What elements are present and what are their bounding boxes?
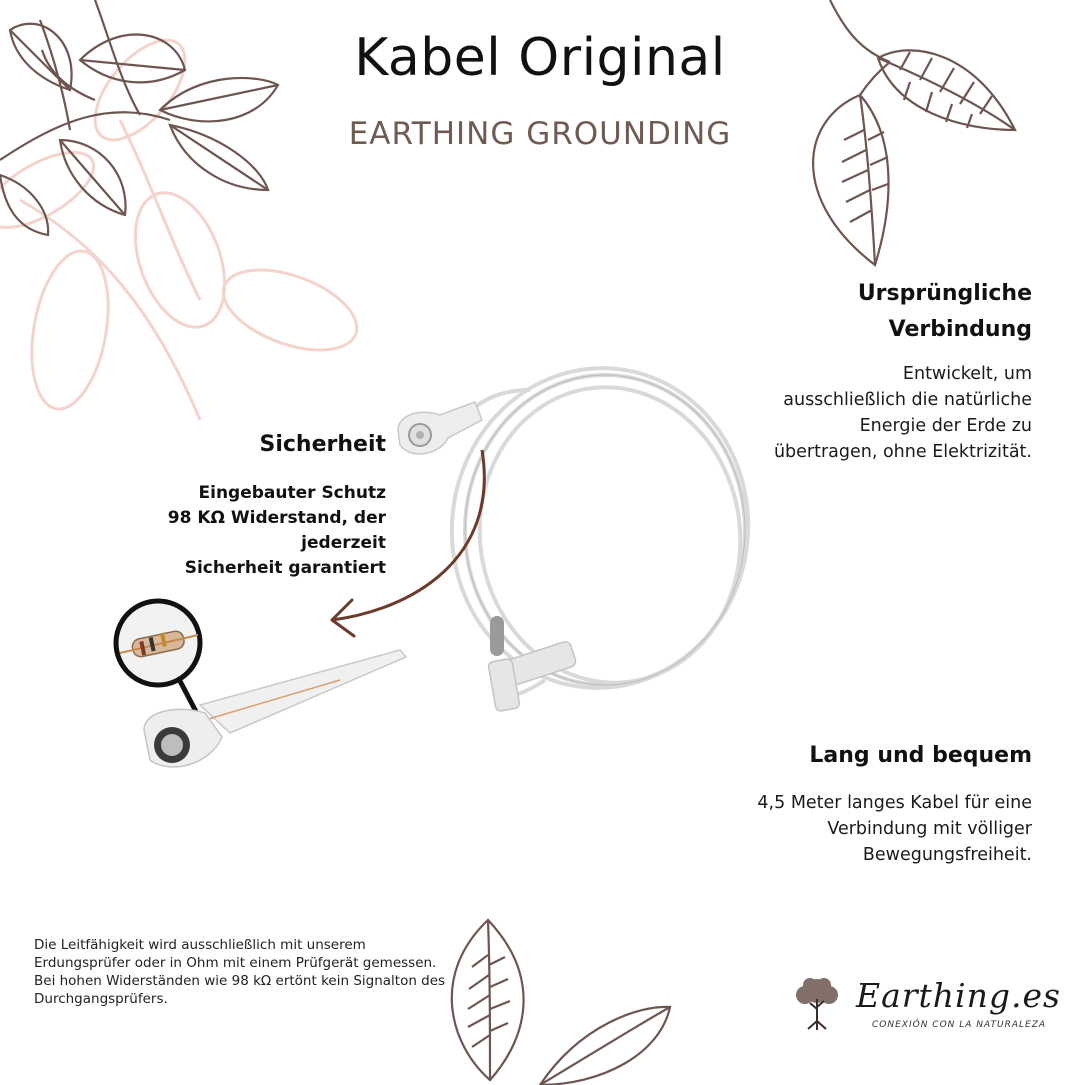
zoom-lens xyxy=(116,601,200,685)
feature-original-heading-line2: Verbindung xyxy=(888,317,1032,342)
tree-logo-icon xyxy=(790,975,844,1031)
feature-original-heading xyxy=(702,276,1032,348)
feature-original-heading-line1: Ursprüngliche xyxy=(857,281,1032,306)
page-title: Kabel Original xyxy=(354,28,726,88)
feature-original-line: ausschließlich die natürliche xyxy=(783,390,1032,410)
feature-length-line: Bewegungsfreiheit. xyxy=(862,845,1032,865)
conductivity-footnote: Die Leitfähigkeit wird ausschließlich mit unserem Erdungsprüfer oder in Ohm mit einem Prüfgerät gemessen. Bei hohen Widerständen wie 98 kΩ ertönt kein Signalton des Durchgangsprüfers. xyxy=(34,937,446,1007)
page-subtitle: EARTHING GROUNDING xyxy=(348,116,732,152)
feature-original-line: übertragen, ohne Elektrizität. xyxy=(773,442,1032,462)
feature-length-description xyxy=(712,790,1032,868)
brand-name: Earthing.es xyxy=(856,976,1061,1015)
brown-leaf-branch-bottom xyxy=(430,915,690,1085)
feature-length-heading: Lang und bequem xyxy=(809,743,1032,768)
feature-safety-line: Eingebauter Schutz xyxy=(198,483,386,503)
feature-safety-line: Sicherheit garantiert xyxy=(184,558,386,578)
feature-safety-line: 98 KΩ Widerstand, der jederzeit xyxy=(167,508,386,553)
feature-safety-heading: Sicherheit xyxy=(259,432,386,457)
feature-original-line: Entwickelt, um xyxy=(902,364,1032,384)
feature-original-description xyxy=(732,361,1032,465)
brand-tagline: CONEXIÓN CON LA NATURALEZA xyxy=(872,1020,1047,1030)
feature-safety-description xyxy=(86,481,386,581)
feature-original-line: Energie der Erde zu xyxy=(859,416,1032,436)
feature-length-line: Verbindung mit völliger xyxy=(827,819,1032,839)
feature-length-line: 4,5 Meter langes Kabel für eine xyxy=(757,793,1032,813)
